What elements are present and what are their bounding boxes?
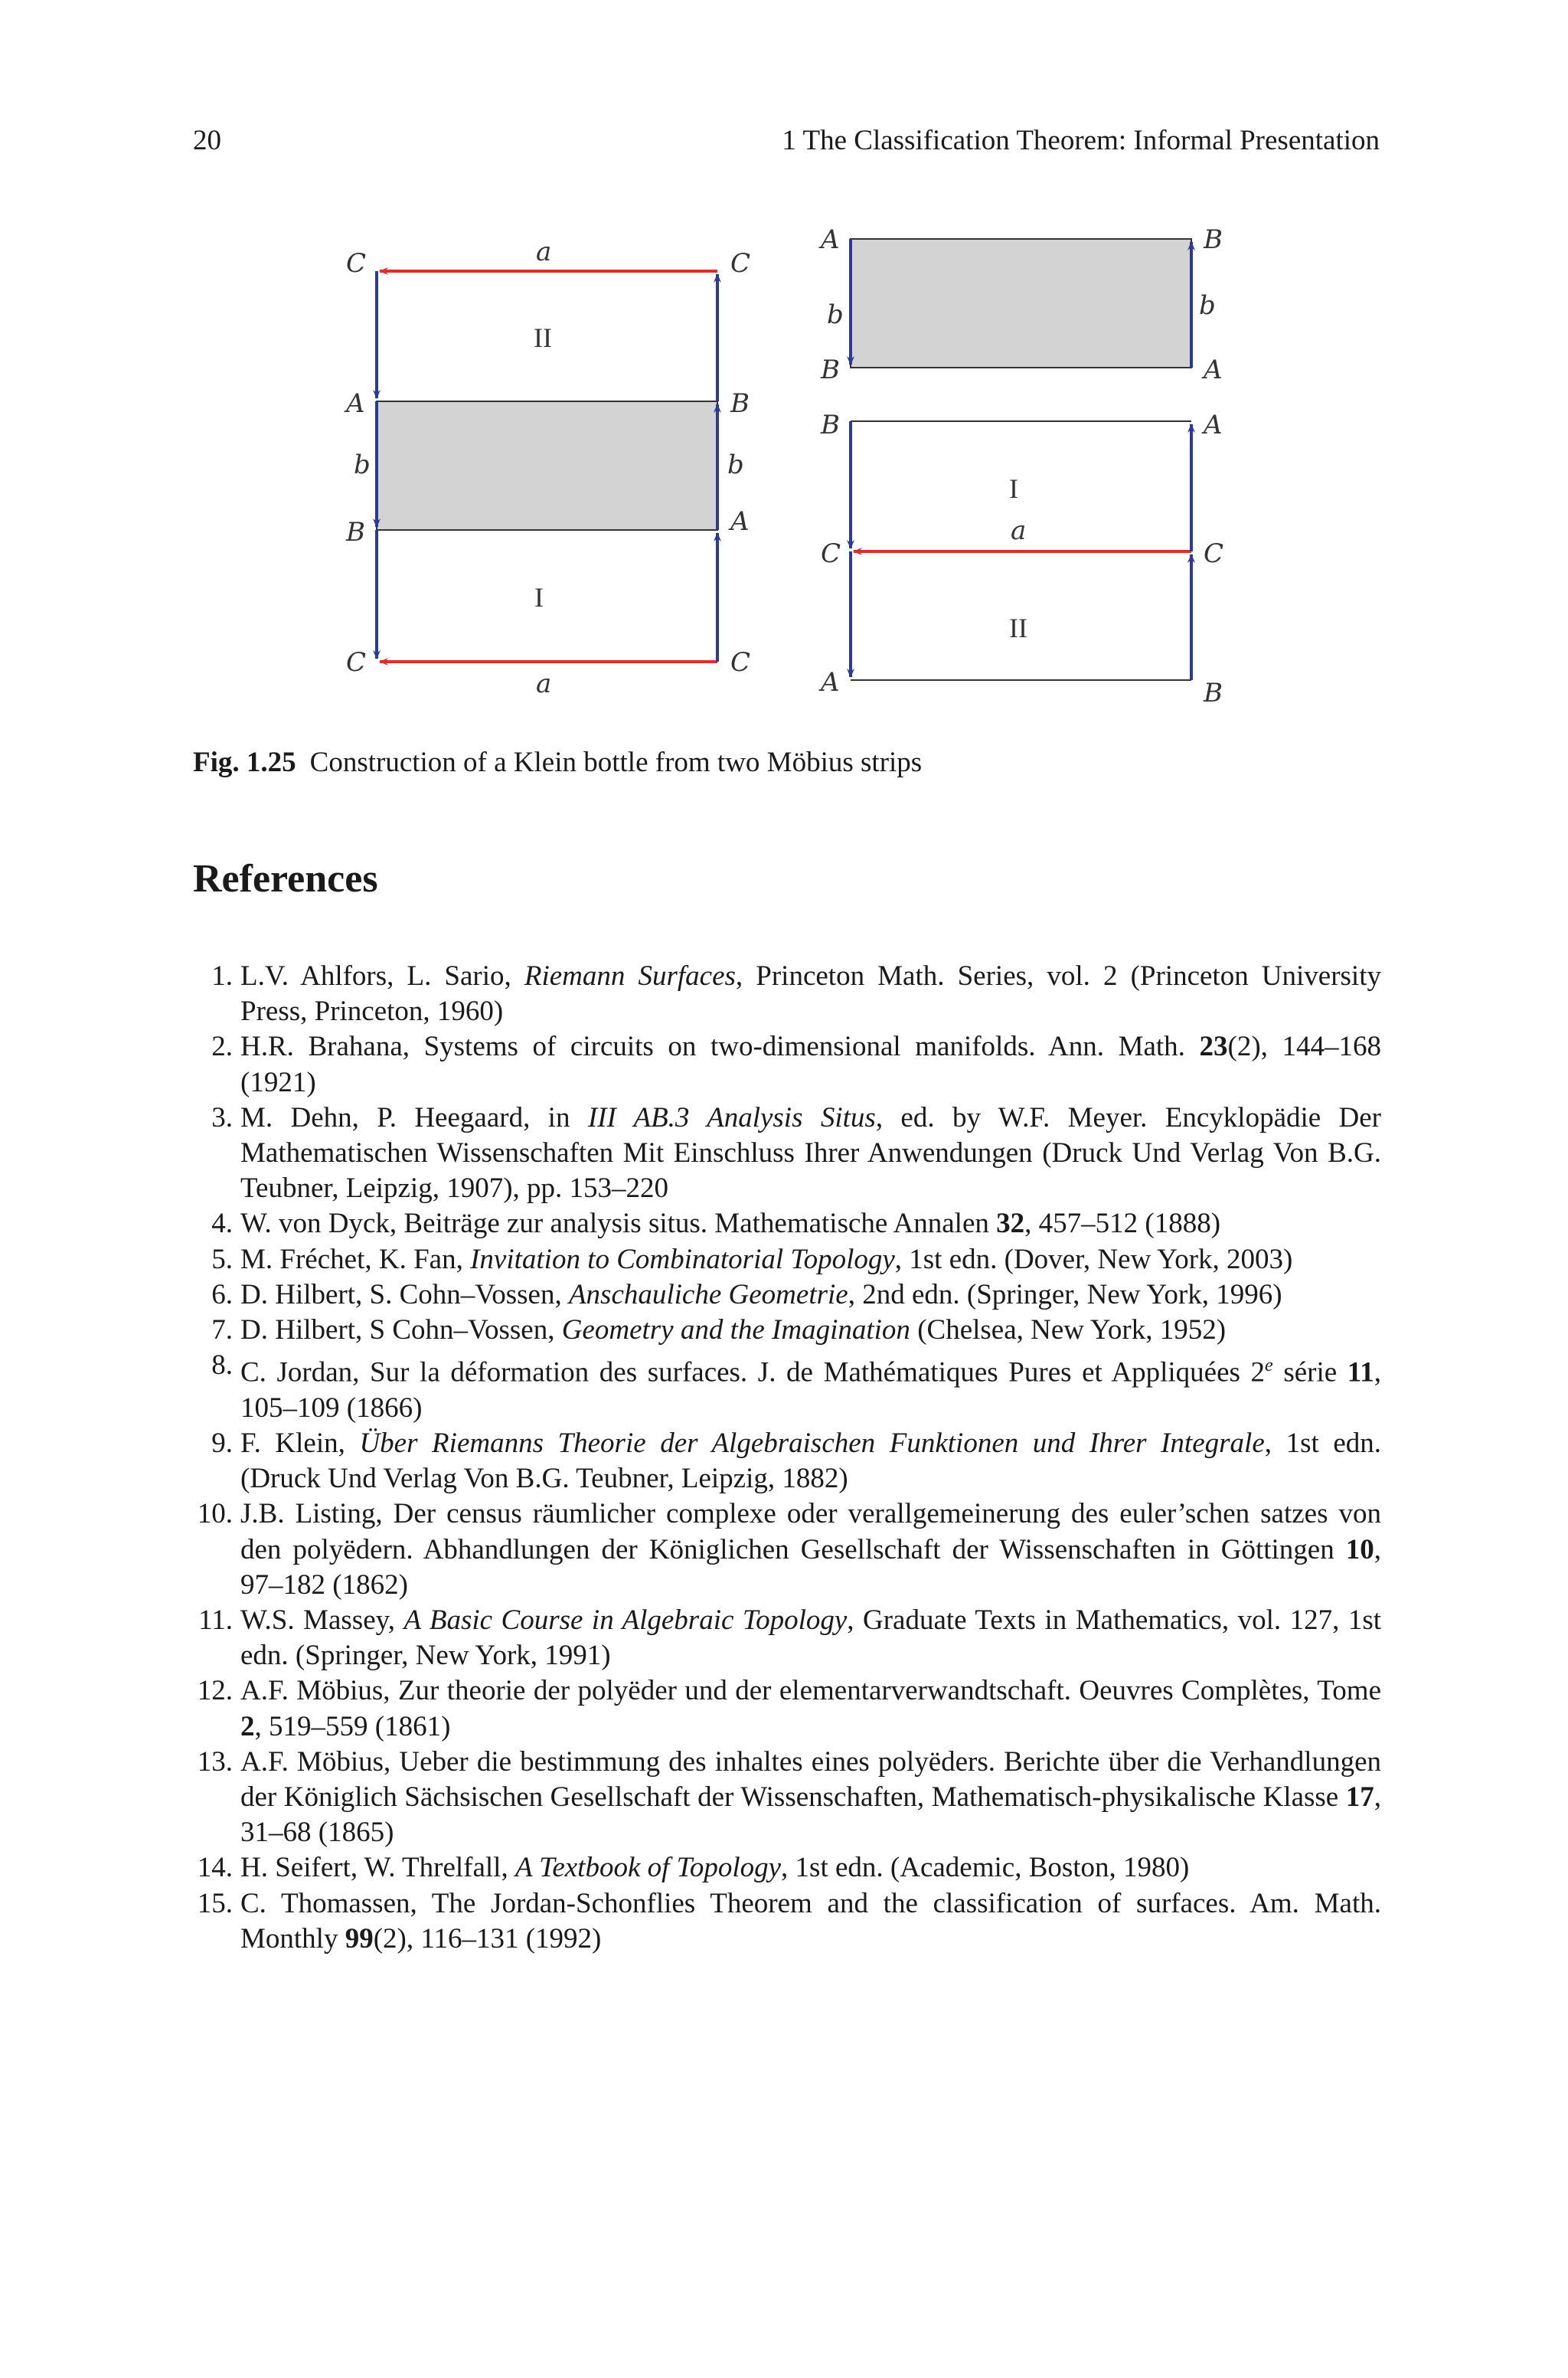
reference-text-part: A Basic Course in Algebraic Topology: [403, 1604, 848, 1636]
reference-item: [193, 1496, 1381, 1603]
reference-item: [193, 1426, 1381, 1496]
right-label-lower-top-left: B: [821, 410, 840, 440]
figure-caption: [193, 746, 922, 779]
reference-text-part: Riemann Surfaces: [524, 960, 736, 992]
left-region-bottom: I: [534, 582, 544, 613]
reference-text-part: A.F. Möbius, Zur theorie der polyëder und der elementarverwandtschaft. Oeuvres Complètes, Tome: [240, 1675, 1381, 1707]
reference-text-part: A.F. Möbius, Ueber die bestimmung des inhaltes eines polyëders. Berichte über die Verhandlungen der Königlich Sächsischen Gesellschaft der Wissenschaften, Mathematisch-physikalische Klasse: [240, 1745, 1381, 1813]
reference-text-part: , Graduate Texts in Mathematics, vol. 127, 1st edn. (Springer, New York, 1991): [240, 1604, 1382, 1672]
reference-number: 1.: [211, 960, 233, 992]
figure-number: Fig. 1.25: [193, 747, 296, 778]
reference-item: [193, 1313, 1381, 1348]
left-label-top-edge: a: [536, 237, 552, 267]
right-label-mid-edge: a: [1011, 515, 1027, 546]
reference-number: 14.: [197, 1852, 233, 1884]
reference-number: 12.: [197, 1675, 233, 1707]
reference-text-part: 23: [1199, 1031, 1228, 1063]
reference-text-part: 11: [1347, 1356, 1374, 1389]
reference-text-part: (2), 116–131 (1992): [373, 1922, 602, 1954]
reference-text-part: C. Thomassen, The Jordan-Schonflies Theorem and the classification of surfaces. Am. Math. Monthly: [240, 1887, 1381, 1954]
reference-text: [240, 1745, 1381, 1851]
left-shaded-band: [377, 401, 717, 530]
reference-text-part: , 31–68 (1865): [240, 1781, 1381, 1849]
reference-text-part: (Chelsea, New York, 1952): [910, 1314, 1227, 1346]
figure-klein-bottle: [0, 0, 1568, 735]
reference-text: [240, 1886, 1381, 1957]
reference-text: [240, 1313, 1381, 1348]
reference-number: 13.: [197, 1745, 233, 1778]
reference-text-part: , 2nd edn. (Springer, New York, 1996): [848, 1278, 1282, 1310]
reference-item: [193, 1745, 1381, 1851]
left-label-mid-left-bottom: B: [346, 517, 365, 548]
left-label-bottom-left: C: [346, 647, 367, 678]
reference-text-part: W.S. Massey,: [240, 1604, 404, 1636]
right-label-top-right: B: [1204, 224, 1223, 255]
reference-item: [193, 1101, 1381, 1207]
right-region-top: I: [1009, 473, 1018, 504]
right-label-lower-top-right: A: [1204, 410, 1223, 440]
caption-text: Construction of a Klein bottle from two Möbius strips: [309, 747, 923, 778]
left-label-bottom-right: C: [730, 647, 751, 678]
reference-text: [240, 1426, 1381, 1496]
right-label-shade-right: b: [1199, 290, 1216, 321]
reference-text-part: Anschauliche Geometrie: [568, 1278, 848, 1310]
reference-number: 10.: [197, 1498, 233, 1530]
right-label-shade-left: b: [827, 299, 844, 330]
reference-item: [193, 1206, 1381, 1241]
reference-number: 7.: [211, 1314, 233, 1346]
reference-text: [240, 1850, 1381, 1886]
reference-text-part: 32: [996, 1208, 1025, 1240]
reference-text-part: H. Seifert, W. Threlfall,: [240, 1852, 515, 1884]
reference-number: 11.: [198, 1604, 233, 1636]
reference-text-part: J.B. Listing, Der census räumlicher complexe oder verallgemeinerung des euler’schen satzes von den polyëdern. Abhandlungen der Königlichen Gesellschaft der Wissenschaften in Göttingen: [240, 1498, 1381, 1565]
reference-text-part: 17: [1345, 1781, 1374, 1813]
reference-text: [240, 1206, 1381, 1241]
reference-text-part: D. Hilbert, S Cohn–Vossen,: [240, 1314, 562, 1346]
references-heading: References: [193, 857, 378, 901]
right-label-mid-left: C: [821, 538, 841, 569]
reference-text-part: A Textbook of Topology: [514, 1852, 782, 1884]
reference-item: [193, 959, 1381, 1029]
reference-text-part: C. Jordan, Sur la déformation des surfaces. J. de Mathématiques Pures et Appliquées 2: [240, 1356, 1266, 1389]
reference-text-part: (2), 144–168 (1921): [240, 1031, 1381, 1098]
reference-text: [240, 1496, 1381, 1603]
reference-text-part: , 1st edn. (Druck Und Verlag Von B.G. Teubner, Leipzig, 1882): [240, 1427, 1381, 1495]
reference-number: 15.: [197, 1887, 233, 1919]
reference-text-part: M. Dehn, P. Heegaard, in: [240, 1101, 588, 1133]
reference-text: [240, 1242, 1381, 1277]
reference-number: 9.: [211, 1427, 233, 1459]
left-label-top-left: C: [346, 248, 367, 279]
left-label-mid-right-top: B: [730, 388, 750, 419]
left-label-top-right: C: [730, 248, 751, 279]
reference-number: 2.: [211, 1031, 233, 1063]
left-diagram: [344, 237, 750, 699]
right-region-bottom: II: [1009, 613, 1027, 643]
left-label-mid-left-top: A: [346, 388, 365, 419]
right-label-bottom-left: A: [821, 667, 840, 698]
reference-text-part: , 97–182 (1862): [240, 1533, 1381, 1601]
reference-text-part: e: [1265, 1356, 1273, 1376]
reference-number: 6.: [211, 1278, 233, 1310]
right-label-shade-bottom-right: A: [1204, 355, 1223, 385]
reference-text-part: série: [1272, 1356, 1348, 1389]
right-diagram: [818, 224, 1223, 708]
reference-text-part: F. Klein,: [240, 1427, 360, 1459]
running-head: 1 The Classification Theorem: Informal Presentation: [782, 125, 1380, 156]
reference-text: [240, 1029, 1381, 1100]
left-label-bottom-edge: a: [536, 669, 552, 699]
reference-text-part: D. Hilbert, S. Cohn–Vossen,: [240, 1278, 569, 1310]
reference-text-part: , ed. by W.F. Meyer. Encyklopädie Der Mathematischen Wissenschaften Mit Einschluss Ihrer Anwendungen (Druck Und Verlag Von B.G. Teubner, Leipzig, 1907), pp. 153–220: [240, 1101, 1382, 1205]
reference-text: [240, 959, 1381, 1029]
reference-number: 5.: [211, 1243, 233, 1275]
reference-text-part: H.R. Brahana, Systems of circuits on two-dimensional manifolds. Ann. Math.: [240, 1031, 1200, 1063]
reference-text-part: , 457–512 (1888): [1024, 1208, 1221, 1240]
reference-text-part: , 105–109 (1866): [240, 1356, 1381, 1424]
reference-text: [240, 1603, 1381, 1673]
reference-item: [193, 1242, 1381, 1277]
reference-list: [193, 959, 1381, 1957]
reference-text-part: , 519–559 (1861): [254, 1710, 451, 1742]
reference-text-part: , 1st edn. (Academic, Boston, 1980): [781, 1852, 1190, 1884]
reference-number: 4.: [211, 1208, 233, 1240]
reference-text-part: M. Fréchet, K. Fan,: [240, 1243, 471, 1275]
reference-item: [193, 1348, 1381, 1426]
reference-text-part: , Princeton Math. Series, vol. 2 (Princeton University Press, Princeton, 1960): [240, 960, 1381, 1028]
right-label-shade-bottom-left: B: [821, 355, 840, 385]
left-region-top: II: [534, 322, 552, 353]
reference-text: [240, 1348, 1381, 1426]
reference-text: [240, 1673, 1381, 1744]
right-shaded-rect: [851, 239, 1191, 368]
reference-text-part: W. von Dyck, Beiträge zur analysis situs. Mathematische Annalen: [240, 1208, 997, 1240]
reference-item: [193, 1277, 1381, 1313]
reference-number: 3.: [211, 1101, 233, 1133]
reference-text-part: 10: [1345, 1533, 1374, 1565]
reference-item: [193, 1673, 1381, 1744]
page-number: 20: [193, 125, 221, 156]
reference-text-part: Geometry and the Imagination: [561, 1314, 910, 1346]
left-label-mid-right-bottom: A: [730, 506, 750, 537]
reference-item: [193, 1603, 1381, 1673]
reference-item: [193, 1029, 1381, 1100]
reference-text-part: III AB.3 Analysis Situs: [587, 1101, 876, 1133]
reference-text-part: Über Riemanns Theorie der Algebraischen Funktionen und Ihrer Integrale: [359, 1427, 1265, 1459]
right-label-top-left: A: [821, 224, 840, 255]
reference-text-part: L.V. Ahlfors, L. Sario,: [240, 960, 524, 992]
reference-text-part: Invitation to Combinatorial Topology: [470, 1243, 895, 1275]
reference-item: [193, 1850, 1381, 1886]
right-label-mid-right: C: [1204, 538, 1224, 569]
right-label-bottom-right: B: [1204, 678, 1223, 708]
left-label-shade-left: b: [354, 450, 371, 480]
reference-text-part: 2: [240, 1710, 255, 1742]
reference-text-part: 99: [345, 1922, 374, 1954]
left-label-shade-right: b: [727, 450, 744, 480]
reference-number: 8.: [211, 1349, 233, 1382]
reference-item: [193, 1886, 1381, 1957]
reference-text-part: , 1st edn. (Dover, New York, 2003): [894, 1243, 1293, 1275]
reference-text: [240, 1101, 1381, 1207]
reference-text: [240, 1277, 1381, 1313]
